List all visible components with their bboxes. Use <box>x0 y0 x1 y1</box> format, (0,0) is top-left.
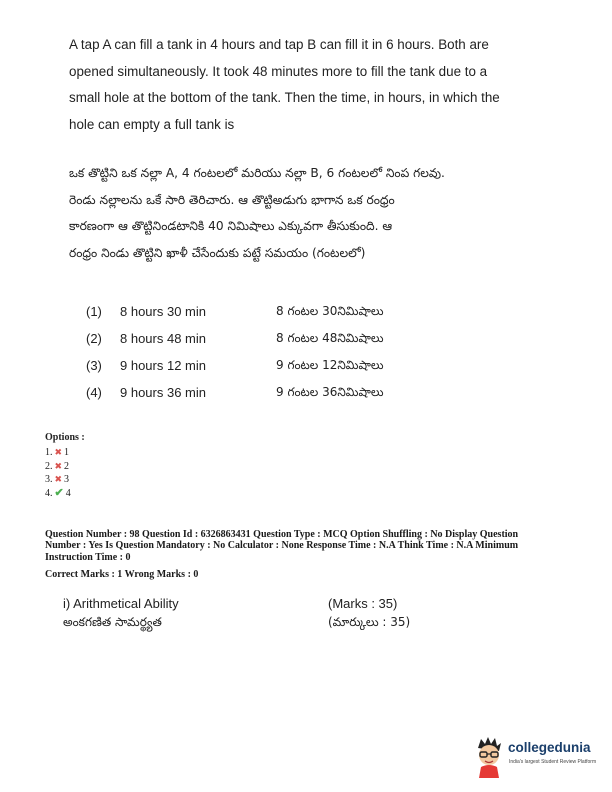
question-telugu-line: ఒక తొట్టిని ఒక నల్లా A, 4 గంటలలో మరియు నల్లా B, 6 గంటలలో నింప గలవు. <box>69 166 445 180</box>
choice-text-english: 9 hours 36 min <box>120 385 206 400</box>
question-telugu-line: కారణంగా ఆ తొట్టినిండటానికి 40 నిమిషాలు ఎక్కువగా తీసుకుంది. ఆ <box>69 219 393 233</box>
section-marks-telugu: (మార్కులు : 35) <box>328 615 411 629</box>
option-value: 1 <box>64 447 70 458</box>
choice-number: (1) <box>86 304 102 319</box>
options-list <box>45 431 85 500</box>
meta-line: Instruction Time : 0 <box>45 551 131 563</box>
question-telugu <box>69 160 539 266</box>
cross-icon: ✖ <box>54 447 63 457</box>
marks-line: Correct Marks : 1 Wrong Marks : 0 <box>45 569 199 580</box>
option-index: 4. <box>45 487 53 499</box>
logo-name: collegedunia <box>508 740 591 755</box>
question-english-line: A tap A can fill a tank in 4 hours and tap B can fill it in 6 hours. Both are <box>69 37 489 52</box>
option-index: 1. <box>45 447 53 458</box>
question-telugu-line: రెండు నల్లాలను ఒకే సారి తెరిచారు. ఆ తొట్టిఅడుగు భాగాన ఒక రంధ్రం <box>69 192 395 207</box>
question-english <box>69 32 539 138</box>
option-item[interactable] <box>45 473 85 487</box>
collegedunia-logo <box>472 734 602 778</box>
option-index: 3. <box>45 474 53 485</box>
choice-row <box>86 298 486 325</box>
cross-icon: ✖ <box>54 474 63 484</box>
choice-number: (3) <box>86 358 102 373</box>
option-item[interactable] <box>45 446 85 460</box>
choice-row <box>86 379 486 406</box>
answer-choices <box>86 298 486 406</box>
section-marks-english: (Marks : 35) <box>328 596 398 611</box>
question-english-line: small hole at the bottom of the tank. Then the time, in hours, in which the <box>69 90 500 105</box>
meta-line: Question Number : 98 Question Id : 6326863431 Question Type : MCQ Option Shuffling : No Display Question <box>45 529 519 540</box>
question-telugu-line: రంధ్రం నిండు తొట్టిని ఖాళీ చేసేందుకు పట్టే సమయం (గంటలలో) <box>69 245 366 260</box>
option-value: 4 <box>65 487 71 499</box>
choice-text-telugu: 9 గంటల 36నిమిషాలు <box>276 385 384 399</box>
choice-number: (4) <box>86 385 102 400</box>
choice-text-telugu: 9 గంటల 12నిమిషాలు <box>276 358 384 372</box>
option-value: 3 <box>64 474 70 485</box>
question-english-line: hole can empty a full tank is <box>69 116 235 132</box>
choice-text-telugu: 8 గంటల 48నిమిషాలు <box>276 331 384 345</box>
section-title-telugu: అంకగణిత సామర్థ్యత <box>63 615 162 629</box>
option-value: 2 <box>64 460 70 472</box>
check-icon: ✔ <box>54 486 64 499</box>
choice-row <box>86 325 486 352</box>
section-header <box>63 594 443 632</box>
options-heading: Options : <box>45 432 85 443</box>
section-title-english: i) Arithmetical Ability <box>63 596 179 611</box>
choice-number: (2) <box>86 331 102 346</box>
cross-icon: ✖ <box>54 460 63 471</box>
mascot-icon <box>472 734 506 778</box>
question-english-line: opened simultaneously. It took 48 minutes more to fill the tank due to a <box>69 63 488 79</box>
choice-text-english: 9 hours 12 min <box>120 358 206 373</box>
choice-text-telugu: 8 గంటల 30నిమిషాలు <box>276 304 384 318</box>
question-meta <box>45 529 565 563</box>
option-index: 2. <box>45 460 53 472</box>
logo-tagline: India's largest Student Review Platform <box>509 759 597 765</box>
option-item[interactable] <box>45 487 85 501</box>
choice-text-english: 8 hours 48 min <box>120 331 206 346</box>
option-item[interactable] <box>45 460 85 474</box>
meta-line: Number : Yes Is Question Mandatory : No Calculator : None Response Time : N.A Think Time : N.A Minimum <box>45 540 519 552</box>
choice-text-english: 8 hours 30 min <box>120 304 206 319</box>
choice-row <box>86 352 486 379</box>
